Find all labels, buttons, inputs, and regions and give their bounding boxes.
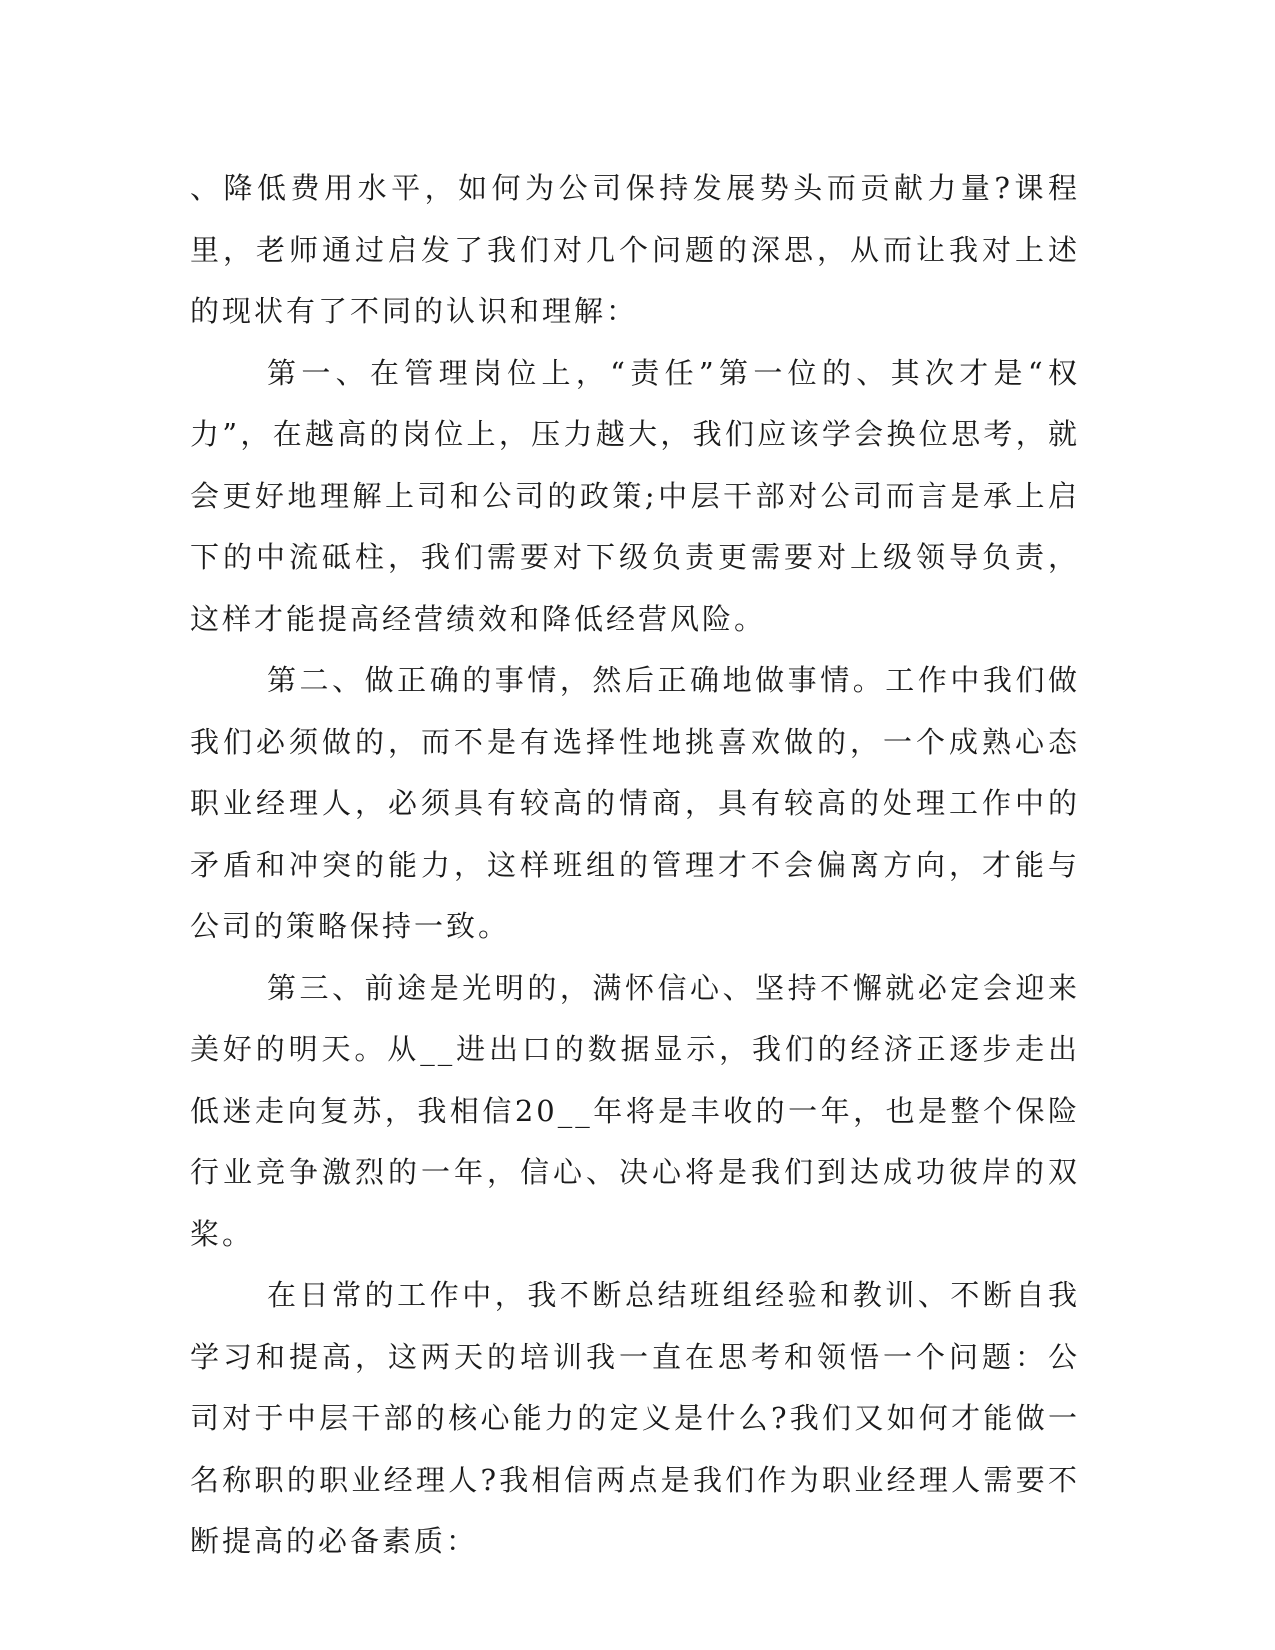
document-body [190,158,1080,1573]
paragraph-5: 在日常的工作中，我不断总结班组经验和教训、不断自我学习和提高，这两天的培训我一直在思考和领悟一个问题：公司对于中层干部的核心能力的定义是什么?我们又如何才能做一名称职的职业经理人?我相信两点是我们作为职业经理人需要不断提高的必备素质： [190,1278,1080,1558]
paragraph-1: 、降低费用水平，如何为公司保持发展势头而贡献力量?课程里，老师通过启发了我们对几个问题的深思，从而让我对上述的现状有了不同的认识和理解： [190,171,1080,328]
paragraph-2: 第一、在管理岗位上，“责任”第一位的、其次才是“权力”，在越高的岗位上，压力越大，我们应该学会换位思考，就会更好地理解上司和公司的政策;中层干部对公司而言是承上启下的中流砥柱，我们需要对下级负责更需要对上级领导负责，这样才能提高经营绩效和降低经营风险。 [190,355,1080,636]
paragraph-3: 第二、做正确的事情，然后正确地做事情。工作中我们做我们必须做的，而不是有选择性地挑喜欢做的，一个成熟心态职业经理人，必须具有较高的情商，具有较高的处理工作中的矛盾和冲突的能力，这样班组的管理才不会偏离方向，才能与公司的策略保持一致。 [190,663,1080,943]
paragraph-4: 第三、前途是光明的，满怀信心、坚持不懈就必定会迎来美好的明天。从__进出口的数据显示，我们的经济正逐步走出低迷走向复苏，我相信20__年将是丰收的一年，也是整个保险行业竞争激烈的一年，信心、决心将是我们到达成功彼岸的双桨。 [190,970,1080,1251]
